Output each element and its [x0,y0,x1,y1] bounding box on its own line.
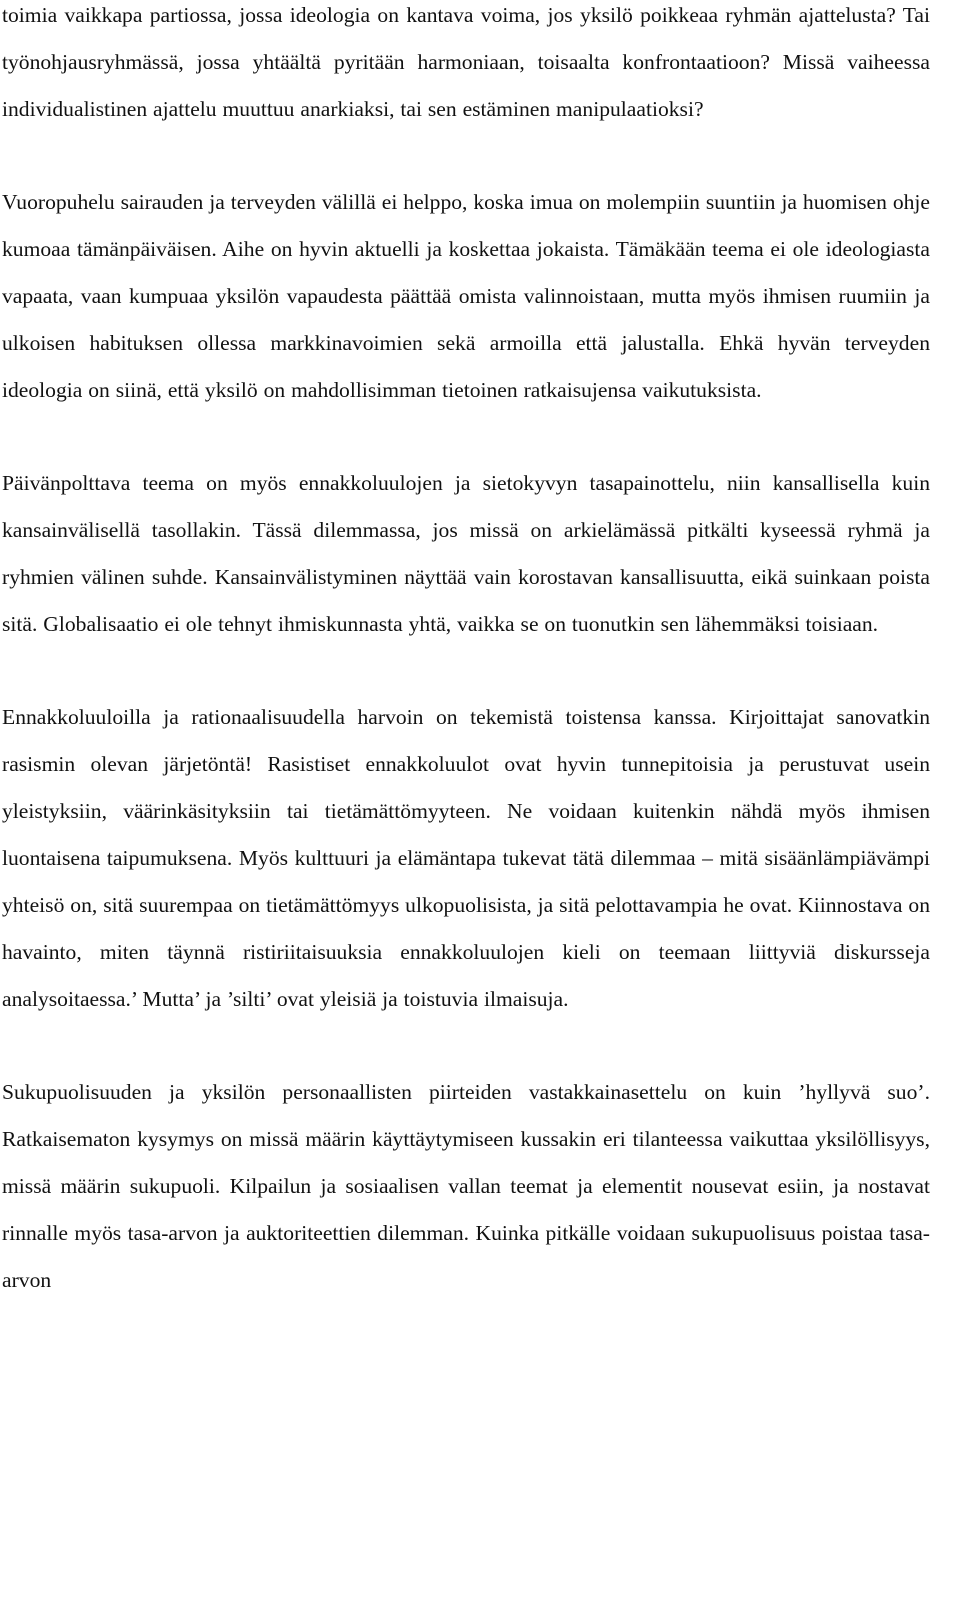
paragraph-2: Vuoropuhelu sairauden ja terveyden välillä ei helppo, koska imua on molempiin suuntiin ja huomisen ohje kumoaa tämänpäiväisen. Aihe on hyvin aktuelli ja koskettaa jokaista. Tämäkään teema ei ole ideologiasta vapaata, vaan kumpuaa yksilön vapaudesta päättää omista valinnoistaan, mutta myös ihmisen ruumiin ja ulkoisen habituksen ollessa markkinavoimien sekä armoilla että jalustalla. Ehkä hyvän terveyden ideologia on siinä, että yksilö on mahdollisimman tietoinen ratkaisujensa vaikutuksista. [2,190,930,402]
paragraph-5: Sukupuolisuuden ja yksilön personaallisten piirteiden vastakkainasettelu on kuin ’hyllyvä suo’. Ratkaisematon kysymys on missä määrin käyttäytymiseen kussakin eri tilanteessa vaikuttaa yksilöllisyys, missä määrin sukupuoli. Kilpailun ja sosiaalisen vallan teemat ja elementit nousevat esiin, ja nostavat rinnalle myös tasa-arvon ja auktoriteettien dilemman. Kuinka pitkälle voidaan sukupuolisuus poistaa tasa-arvon [2,1080,930,1292]
paragraph-4: Ennakkoluuloilla ja rationaalisuudella harvoin on tekemistä toistensa kanssa. Kirjoittajat sanovatkin rasismin olevan järjetöntä! Rasistiset ennakkoluulot ovat hyvin tunnepitoisia ja perustuvat usein yleistyksiin, väärinkäsityksiin tai tietämättömyyteen. Ne voidaan kuitenkin nähdä myös ihmisen luontaisena taipumuksena. Myös kulttuuri ja elämäntapa tukevat tätä dilemmaa – mitä sisäänlämpiävämpi yhteisö on, sitä suurempaa on tietämättömyys ulkopuolisista, ja sitä pelottavampia he ovat. Kiinnostava on havainto, miten täynnä ristiriitaisuuksia ennakkoluulojen kieli on teemaan liittyviä diskursseja analysoitaessa.’ Mutta’ ja ’silti’ ovat yleisiä ja toistuvia ilmaisuja. [2,705,930,1011]
paragraph-3: Päivänpolttava teema on myös ennakkoluulojen ja sietokyvyn tasapainottelu, niin kansallisella kuin kansainvälisellä tasollakin. Tässä dilemmassa, jos missä on arkielämässä pitkälti kyseessä ryhmä ja ryhmien välinen suhde. Kansainvälistyminen näyttää vain korostavan kansallisuutta, eikä suinkaan poista sitä. Globalisaatio ei ole tehnyt ihmiskunnasta yhtä, vaikka se on tuonutkin sen lähemmäksi toisiaan. [2,471,930,636]
paragraph-1: toimia vaikkapa partiossa, jossa ideologia on kantava voima, jos yksilö poikkeaa ryhmän ajattelusta? Tai työnohjausryhmässä, jossa yhtäältä pyritään harmoniaan, toisaalta konfrontaatioon? Missä vaiheessa individualistinen ajattelu muuttuu anarkiaksi, tai sen estäminen manipulaatioksi? [2,3,930,121]
